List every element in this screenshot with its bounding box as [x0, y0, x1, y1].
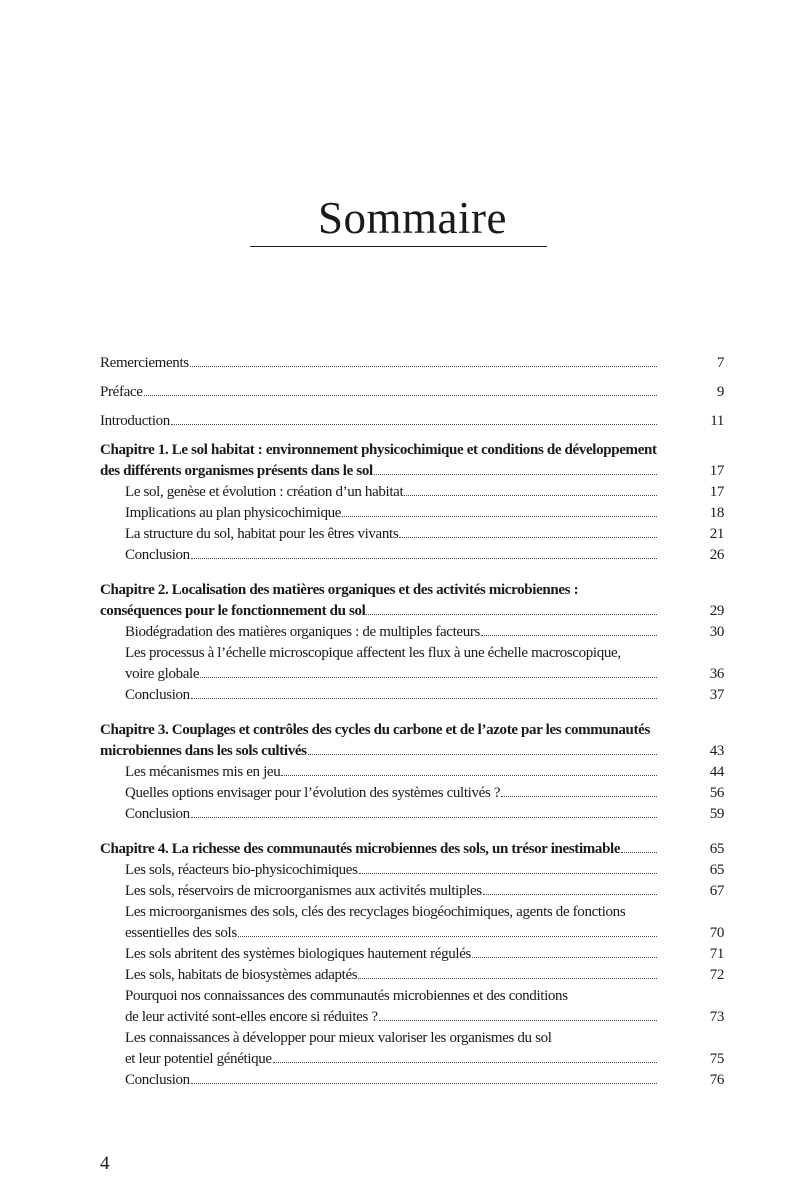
dot-leader [190, 366, 657, 367]
toc-entry-title: Chapitre 2. Localisation des matières organiques et des activités microbiennes : [100, 582, 579, 598]
toc-entry-title: Biodégradation des matières organiques : de multiples facteurs [125, 624, 480, 640]
dot-leader [144, 395, 657, 396]
toc-section-entry [100, 545, 724, 566]
toc-page-number: 44 [709, 764, 724, 780]
toc-page-number: 71 [709, 946, 724, 962]
toc-entry-title: et leur potentiel génétique [125, 1051, 272, 1067]
dot-leader [200, 677, 657, 678]
toc-entry-line [100, 440, 724, 461]
toc-entry-title: essentielles des sols [125, 925, 237, 941]
toc-entry-title: Conclusion [125, 806, 190, 822]
toc-page-number: 37 [709, 687, 724, 703]
dot-leader [481, 635, 657, 636]
toc-page-number: 76 [709, 1072, 724, 1088]
toc-section-entry [100, 685, 724, 706]
toc-page-number: 11 [710, 413, 724, 429]
toc-front-entry [100, 411, 724, 432]
toc-entry-title: conséquences pour le fonctionnement du sol [100, 603, 366, 619]
toc-chapter-entry [100, 839, 724, 860]
toc-page-number: 75 [709, 1051, 724, 1067]
toc-entry-title: de leur activité sont-elles encore si réduites ? [125, 1009, 378, 1025]
toc-page-number: 26 [709, 547, 724, 563]
toc-entry-line [125, 1049, 724, 1070]
dot-leader [399, 537, 657, 538]
toc-section-entry [100, 762, 724, 783]
toc-section-entry [100, 986, 724, 1028]
toc-entry-line [100, 601, 724, 622]
toc-entry-line [100, 580, 724, 601]
toc-entry-line [125, 664, 724, 685]
toc-page-number: 17 [709, 484, 724, 500]
toc-section-entry [100, 482, 724, 503]
dot-leader [501, 796, 657, 797]
toc-chapter-entry [100, 440, 724, 482]
table-of-contents [100, 353, 724, 1091]
dot-leader [404, 495, 657, 496]
dot-leader [359, 873, 657, 874]
toc-entry-line [125, 923, 724, 944]
toc-entry-line [125, 545, 724, 566]
page-number: 4 [100, 1153, 110, 1174]
toc-entry-title: Les connaissances à développer pour mieux valoriser les organismes du sol [125, 1030, 552, 1046]
toc-page-number: 72 [709, 967, 724, 983]
toc-section-entry [100, 1070, 724, 1091]
toc-entry-title: Les microorganismes des sols, clés des recyclages biogéochimiques, agents de fonctions [125, 904, 626, 920]
toc-entry-line [125, 804, 724, 825]
dot-leader [379, 1020, 657, 1021]
toc-entry-line [125, 860, 724, 881]
toc-entry-line [125, 1007, 724, 1028]
toc-chapter-entry [100, 580, 724, 622]
dot-leader [342, 516, 657, 517]
toc-page-number: 73 [709, 1009, 724, 1025]
toc-entry-title: Introduction [100, 413, 170, 429]
toc-entry-title: Les sols abritent des systèmes biologiques hautement régulés [125, 946, 472, 962]
toc-page-number: 17 [709, 463, 724, 479]
toc-page-number: 7 [716, 355, 724, 371]
toc-entry-line [125, 524, 724, 545]
title-rule [250, 246, 547, 247]
toc-entry-title: voire globale [125, 666, 200, 682]
toc-entry-line [125, 986, 724, 1007]
toc-entry-title: Conclusion [125, 547, 190, 563]
toc-entry-line [100, 839, 724, 860]
toc-entry-line [100, 411, 724, 432]
toc-entry-line [125, 685, 724, 706]
toc-entry-title: Préface [100, 384, 143, 400]
toc-section-entry [100, 965, 724, 986]
toc-entry-line [125, 881, 724, 902]
dot-leader [472, 957, 657, 958]
toc-entry-line [125, 622, 724, 643]
toc-entry-title: Chapitre 1. Le sol habitat : environnement physicochimique et conditions de développement [100, 442, 657, 458]
dot-leader [171, 424, 657, 425]
dot-leader [191, 817, 657, 818]
toc-page-number: 9 [716, 384, 724, 400]
toc-page-number: 56 [709, 785, 724, 801]
toc-page-number: 21 [709, 526, 724, 542]
toc-section-entry [100, 860, 724, 881]
toc-page-number: 67 [709, 883, 724, 899]
dot-leader [621, 852, 657, 853]
toc-entry-line [125, 902, 724, 923]
dot-leader [366, 614, 657, 615]
dot-leader [273, 1062, 657, 1063]
toc-section-entry [100, 881, 724, 902]
toc-entry-line [125, 643, 724, 664]
dot-leader [483, 894, 657, 895]
toc-entry-line [125, 1028, 724, 1049]
toc-entry-line [125, 482, 724, 503]
dot-leader [358, 978, 657, 979]
toc-section-entry [100, 622, 724, 643]
toc-entry-title: Remerciements [100, 355, 189, 371]
toc-entry-line [125, 783, 724, 804]
toc-page-number: 30 [709, 624, 724, 640]
toc-page-number: 36 [709, 666, 724, 682]
toc-entry-title: Quelles options envisager pour l’évolution des systèmes cultivés ? [125, 785, 501, 801]
dot-leader [238, 936, 657, 937]
toc-chapter-entry [100, 720, 724, 762]
toc-entry-line [100, 741, 724, 762]
toc-entry-title: Pourquoi nos connaissances des communautés microbiennes et des conditions [125, 988, 568, 1004]
toc-entry-title: Chapitre 3. Couplages et contrôles des cycles du carbone et de l’azote par les communautés [100, 722, 650, 738]
toc-section-entry [100, 902, 724, 944]
toc-section-entry [100, 1028, 724, 1070]
toc-page-number: 43 [709, 743, 724, 759]
toc-entry-title: Les sols, réacteurs bio-physicochimiques [125, 862, 358, 878]
toc-page-number: 70 [709, 925, 724, 941]
toc-entry-line [100, 382, 724, 403]
dot-leader [281, 775, 657, 776]
toc-section-entry [100, 643, 724, 685]
toc-page-number: 65 [709, 841, 724, 857]
toc-entry-title: Conclusion [125, 1072, 190, 1088]
toc-entry-title: microbiennes dans les sols cultivés [100, 743, 307, 759]
toc-entry-title: Les sols, habitats de biosystèmes adaptés [125, 967, 358, 983]
toc-entry-title: Les sols, réservoirs de microorganismes aux activités multiples [125, 883, 482, 899]
toc-page-number: 29 [709, 603, 724, 619]
dot-leader [191, 558, 657, 559]
dot-leader [191, 698, 657, 699]
toc-entry-line [125, 965, 724, 986]
dot-leader [308, 754, 657, 755]
toc-entry-line [125, 762, 724, 783]
toc-page-number: 59 [709, 806, 724, 822]
toc-entry-title: La structure du sol, habitat pour les êtres vivants [125, 526, 399, 542]
toc-section-entry [100, 944, 724, 965]
toc-entry-line [100, 720, 724, 741]
toc-page-number: 65 [709, 862, 724, 878]
toc-entry-title: Les processus à l’échelle microscopique affectent les flux à une échelle macroscopique, [125, 645, 621, 661]
toc-entry-line [100, 353, 724, 374]
toc-front-entry [100, 382, 724, 403]
toc-entry-line [125, 1070, 724, 1091]
page-title: Sommaire [318, 193, 507, 243]
toc-entry-title: Conclusion [125, 687, 190, 703]
toc-front-entry [100, 353, 724, 374]
dot-leader [191, 1083, 657, 1084]
toc-section-entry [100, 524, 724, 545]
toc-page-number: 18 [709, 505, 724, 521]
toc-entry-title: Le sol, genèse et évolution : création d’un habitat [125, 484, 404, 500]
toc-entry-title: Les mécanismes mis en jeu [125, 764, 281, 780]
toc-entry-title: des différents organismes présents dans le sol [100, 463, 373, 479]
dot-leader [374, 474, 657, 475]
toc-entry-title: Chapitre 4. La richesse des communautés microbiennes des sols, un trésor inestimable [100, 841, 621, 857]
toc-section-entry [100, 783, 724, 804]
toc-entry-title: Implications au plan physicochimique [125, 505, 342, 521]
toc-section-entry [100, 503, 724, 524]
toc-section-entry [100, 804, 724, 825]
toc-entry-line [125, 503, 724, 524]
toc-entry-line [125, 944, 724, 965]
toc-entry-line [100, 461, 724, 482]
